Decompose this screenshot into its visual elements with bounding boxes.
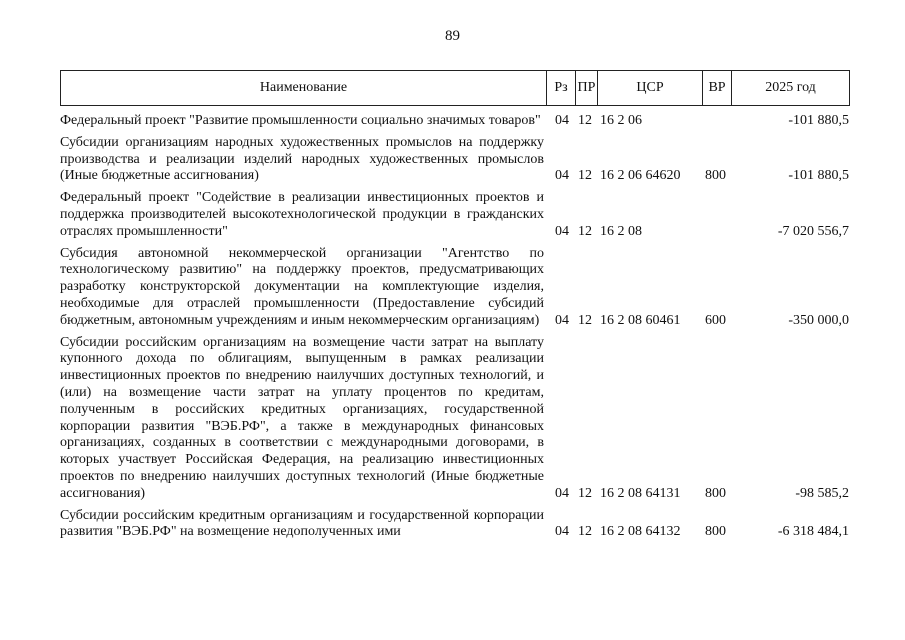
page-number: 89 — [445, 28, 460, 44]
row-csr: 16 2 08 64132 — [600, 524, 681, 540]
header-csr: ЦСР — [597, 71, 702, 105]
table-row — [60, 246, 850, 330]
table-row — [60, 508, 850, 542]
row-vr: 800 — [705, 524, 726, 540]
row-csr: 16 2 08 — [600, 223, 642, 239]
row-rz: 04 — [555, 113, 569, 128]
table-row — [60, 335, 850, 503]
header-vr: ВР — [702, 71, 731, 105]
row-name: Субсидии российским организациям на возмещение части затрат на выплату купонного дохода по облигациям, выпущенным в рамках реализации инвестиционных проектов по внедрению наилучших доступных технологий, и (или) на возмещение части затрат на уплату процентов по кредитам, полученным в российских кредитных организациях, государственной корпорации развития "ВЭБ.РФ", а также в международных финансовых организациях, созданных в соответствии с международными договорами, в которых участвует Российская Федерация, на реализацию инвестиционных проектов по внедрению наилучших доступных технологий (Иные бюджетные ассигнования) — [60, 334, 544, 501]
row-name: Федеральный проект "Развитие промышленности социально значимых товаров" — [60, 113, 541, 128]
row-csr: 16 2 06 64620 — [600, 168, 681, 184]
row-rz: 04 — [555, 524, 569, 540]
row-rz: 04 — [555, 485, 569, 501]
row-csr: 16 2 08 64131 — [600, 485, 681, 501]
row-pr: 12 — [578, 524, 592, 540]
row-amount: -101 880,5 — [788, 113, 849, 128]
row-amount: -98 585,2 — [795, 485, 849, 501]
table-row — [60, 113, 850, 130]
row-name: Федеральный проект "Содействие в реализации инвестиционных проектов и поддержка производителей высокотехнологической продукции в гражданских отраслях промышленности" — [60, 190, 544, 239]
row-amount: -101 880,5 — [788, 168, 849, 184]
table-row — [60, 190, 850, 240]
table-row — [60, 135, 850, 185]
row-name: Субсидии российским кредитным организациям и государственной корпорации развития "ВЭБ.РФ" на возмещение недополученных ими — [60, 507, 544, 540]
row-name: Субсидии организациям народных художественных промыслов на поддержку производства и реализации изделий народных художественных промыслов (Иные бюджетные ассигнования) — [60, 134, 544, 184]
row-rz: 04 — [555, 223, 569, 239]
header-year: 2025 год — [731, 71, 849, 105]
row-vr: 800 — [705, 485, 726, 501]
row-csr: 16 2 08 60461 — [600, 312, 681, 328]
row-pr: 12 — [578, 312, 592, 328]
row-csr: 16 2 06 — [600, 113, 642, 128]
row-name: Субсидия автономной некоммерческой организации "Агентство по технологическому развитию" на поддержку проектов, предусматривающих разработку конструкторской документации на комплектующие изделия, необходимые для отраслей промышленности (Предоставление субсидий бюджетным, автономным учреждениям и иным некоммерческим организациям) — [60, 245, 544, 328]
row-pr: 12 — [578, 223, 592, 239]
row-amount: -350 000,0 — [788, 312, 849, 328]
row-amount: -6 318 484,1 — [777, 524, 849, 540]
row-vr: 800 — [705, 168, 726, 184]
header-pr: ПР — [575, 71, 597, 105]
row-pr: 12 — [578, 168, 592, 184]
row-vr: 600 — [705, 312, 726, 328]
table-header — [60, 70, 850, 106]
row-rz: 04 — [555, 168, 569, 184]
row-amount: -7 020 556,7 — [777, 223, 849, 239]
row-pr: 12 — [578, 113, 592, 128]
row-rz: 04 — [555, 312, 569, 328]
header-name: Наименование — [259, 80, 348, 95]
header-rz: Рз — [546, 71, 575, 105]
table-body — [60, 113, 850, 541]
row-pr: 12 — [578, 485, 592, 501]
